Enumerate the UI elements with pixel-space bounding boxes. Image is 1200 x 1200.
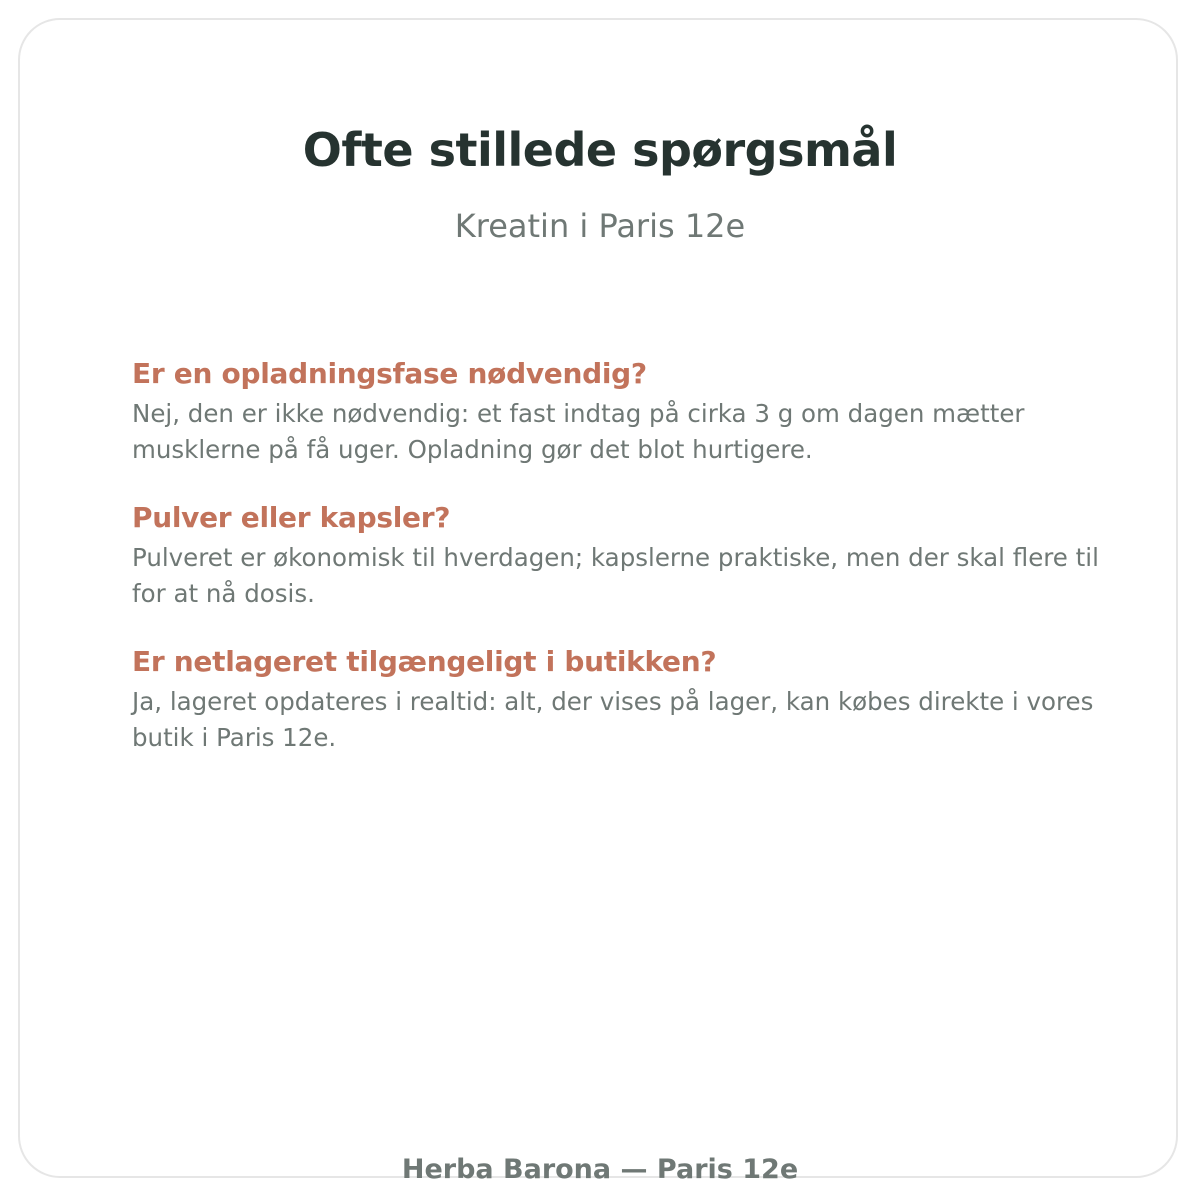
faq-card [18, 18, 1178, 1185]
faq-item-loading-phase [132, 354, 1112, 468]
faq-item-powder-or-capsules [132, 498, 1112, 612]
footer-brand: Herba Barona — Paris 12e [401, 1154, 799, 1185]
faq-answer: Ja, lageret opdateres i realtid: alt, der vises på lager, kan købes direkte i vores butik i Paris 12e. [132, 687, 1094, 752]
faq-question: Pulver eller kapsler? [132, 501, 451, 534]
faq-answer: Nej, den er ikke nødvendig: et fast indtag på cirka 3 g om dagen mætter musklerne på få uger. Opladning gør det blot hurtigere. [132, 399, 1025, 464]
faq-item-store-stock [132, 642, 1112, 756]
faq-list [132, 354, 1112, 786]
faq-question: Er en opladningsfase nødvendig? [132, 357, 647, 390]
faq-question: Er netlageret tilgængeligt i butikken? [132, 645, 717, 678]
faq-answer: Pulveret er økonomisk til hverdagen; kapslerne praktiske, men der skal flere til for at nå dosis. [132, 543, 1099, 608]
page-title: Ofte stillede spørgsmål [302, 123, 898, 177]
page-subtitle: Kreatin i Paris 12e [454, 207, 746, 245]
